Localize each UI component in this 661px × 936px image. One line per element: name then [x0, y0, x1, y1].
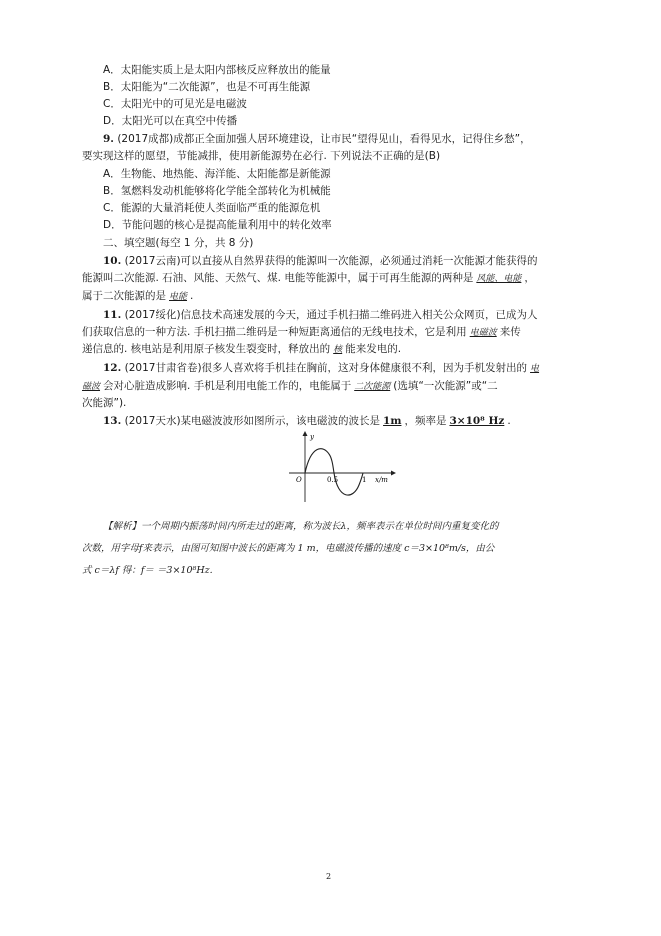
q9-option-d: D．节能问题的核心是提高能量利用中的转化效率 — [103, 219, 332, 231]
tick-label-one: 1 — [362, 476, 367, 484]
q10-number: 10. — [103, 255, 122, 267]
q13-text-mid: ，频率是 — [404, 415, 447, 427]
section-heading-fill-in: 二、填空题(每空 1 分，共 8 分) — [103, 237, 254, 249]
q10-answer-1: 风能、电能 — [476, 274, 522, 284]
q10-line1 — [103, 255, 538, 268]
q11-text-line2: 们获取信息的一种方法. 手机扫描二维码是一种短距离通信的无线电技术，它是利用 — [82, 326, 467, 338]
q9-number: 9. — [103, 133, 114, 145]
q13-answer-1: 1m — [383, 415, 402, 427]
q11-text-line1: (2017绥化)信息技术高速发展的今天，通过手机扫描二维码进入相关公众网页，已成为人 — [124, 309, 538, 321]
q8-option-d: D．太阳光可以在真空中传播 — [103, 115, 238, 127]
x-axis-arrow — [391, 471, 396, 476]
q12-text-line2-end: (选填“一次能源”或“二 — [393, 380, 498, 392]
q11-text-line2-end: 来传 — [499, 326, 521, 338]
q13-text: (2017天水)某电磁波波形如图所示，该电磁波的波长是 — [124, 415, 381, 427]
q9-option-b: B．氢燃料发动机能够将化学能全部转化为机械能 — [103, 185, 331, 197]
analysis-line2: 次数，用字母f来表示，由图可知图中波长的距离为 1 m，电磁波传播的速度 c＝3×10⁸m/s，由公 — [82, 543, 495, 554]
q10-line2 — [82, 272, 535, 286]
q11-line3 — [82, 343, 401, 357]
q12-line1 — [103, 362, 542, 376]
q12-answer-1b: 磁波 — [82, 382, 101, 392]
q11-line2 — [82, 326, 521, 340]
q9-option-a: A．生物能、地热能、海洋能、太阳能都是新能源 — [103, 168, 331, 180]
q10-text-line2: 能源叫二次能源. 石油、风能、天然气、煤. 电能等能源中，属于可再生能源的两种是 — [82, 272, 474, 284]
q8-option-a: A．太阳能实质上是太阳内部核反应释放出的能量 — [103, 64, 331, 76]
origin-label: O — [296, 476, 302, 484]
q10-line3 — [82, 290, 193, 304]
wave-figure — [283, 430, 398, 506]
q12-line2 — [82, 380, 498, 394]
q12-line3: 次能源”). — [82, 397, 127, 409]
q10-text-line3: 属于二次能源的是 — [82, 290, 166, 302]
analysis-line3: 式 c＝λf 得：f＝ ＝3×10⁸Hz. — [82, 565, 213, 576]
q8-option-c: C．太阳光中的可见光是电磁波 — [103, 98, 247, 110]
q11-text-line3-end: 能来发电的. — [345, 343, 402, 355]
q13-text-end: . — [507, 415, 511, 427]
q12-text-line2: 会对心脏造成影响. 手机是利用电能工作的，电能属于 — [103, 380, 352, 392]
y-axis-arrow — [303, 431, 308, 436]
q12-text-line1: (2017甘肃省卷)很多人喜欢将手机挂在胸前，这对身体健康很不利，因为手机发射出的 — [124, 362, 528, 374]
y-axis-label: y — [310, 433, 314, 441]
q11-line1 — [103, 309, 538, 322]
tick-label-half: 0.5 — [327, 476, 339, 484]
q12-number: 12. — [103, 362, 122, 374]
q9-option-c: C．能源的大量消耗使人类面临严重的能源危机 — [103, 202, 321, 214]
q11-number: 11. — [103, 309, 122, 321]
q11-answer-2: 核 — [333, 345, 343, 355]
q9-text-line1: (2017成都)成都正全面加强人居环境建设，让市民“望得见山，看得见水，记得住乡愁”， — [117, 133, 531, 145]
q13-line1 — [103, 415, 511, 428]
x-axis-label: x/m — [375, 476, 388, 484]
q9-stem-line1 — [103, 133, 531, 146]
wave-curve — [305, 449, 363, 495]
q13-answer-2: 3×10⁸ Hz — [449, 415, 505, 427]
q12-answer-1a: 电 — [530, 364, 540, 374]
q11-answer-1: 电磁波 — [469, 328, 497, 338]
q10-text-line2-end: ， — [524, 272, 535, 284]
page-number: 2 — [326, 872, 332, 881]
q8-option-b: B．太阳能为“二次能源”，也是不可再生能源 — [103, 81, 311, 93]
q10-answer-2: 电能 — [169, 292, 188, 302]
q13-number: 13. — [103, 415, 122, 427]
analysis-line1: 【解析】一个周期内振荡时间内所走过的距离，称为波长λ，频率表示在单位时间内重复变化的 — [103, 521, 499, 532]
q11-text-line3: 递信息的. 核电站是利用原子核发生裂变时，释放出的 — [82, 343, 331, 355]
q10-text-line3-end: . — [190, 290, 194, 302]
q12-answer-2: 二次能源 — [354, 382, 391, 392]
q10-text-line1: (2017云南)可以直接从自然界获得的能源叫一次能源，必须通过消耗一次能源才能获得的 — [124, 255, 538, 267]
q9-stem-line2: 要实现这样的愿望，节能减排，使用新能源势在必行. 下列说法不正确的是(B) — [82, 150, 441, 162]
